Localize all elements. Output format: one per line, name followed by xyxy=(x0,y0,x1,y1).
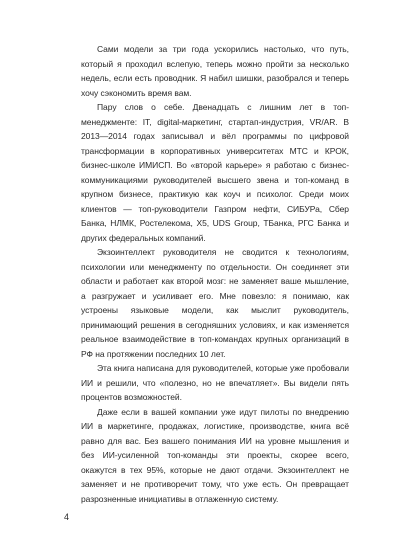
paragraph-about-author: Пару слов о себе. Двенадцать с лишним лет в топ-менеджменте: IT, digital-маркетинг, стартап-индустрия, VR/AR. В 2013—2014 годах записывал и вёл программы по цифровой трансформации в корпоративных университетах МТС и КРОК, бизнес-школе ИМИСП. Во «второй карьере» я работаю с бизнес-коммуникациями руководителей высшего звена и топ-команд в крупном бизнесе, практикую как коуч и психолог. Среди моих клиентов — топ-руководители Газпром нефти, СИБУРа, Сбер Банка, НЛМК, Ростелекома, X5, UDS Group, ТБанка, РГС Банка и других федеральных компаний. xyxy=(81,102,349,243)
paragraph-pilots: Даже если в вашей компании уже идут пилоты по внедрению ИИ в маркетинге, продажах, логистике, производстве, книга всё равно для вас. Без вашего понимания ИИ на уровне мышления и без ИИ-усиленной топ-команды эти проекты, скорее всего, окажутся в тех 95%, которые не дают отдачи. Экзоинтеллект не заменяет и не противоречит тому, что уже есть. Он превращает разрозненные инициативы в отлаженную систему. xyxy=(81,406,349,504)
paragraph-models-speed: Сами модели за три года ускорились настолько, что путь, который я проходил вслепую, теперь можно пройти за несколько недель, если есть проводник. Я набил шишки, разобрался и теперь хочу сэкономить время вам. xyxy=(81,44,349,98)
paragraph-exointellect: Экзоинтеллект руководителя не сводится к технологиям, психологии или менеджменту по отдельности. Он соединяет эти области и работает как второй мозг: не заменяет ваше мышление, а разгружает и усиливает его. Мне повезло: я понимаю, как устроены языковые модели, как мыслит руководитель, принимающий решения в сегодняшних условиях, и как изменяется реальное взаимодействие в топ-командах крупных организаций в РФ на протяжении последних 10 лет. xyxy=(81,247,349,359)
paragraph-audience: Эта книга написана для руководителей, которые уже пробовали ИИ и решили, что «полезно, но не впечатляет». Вы видели пять процентов возможностей. xyxy=(81,363,349,402)
page-number: 4 xyxy=(64,512,70,522)
body-text xyxy=(81,42,349,506)
